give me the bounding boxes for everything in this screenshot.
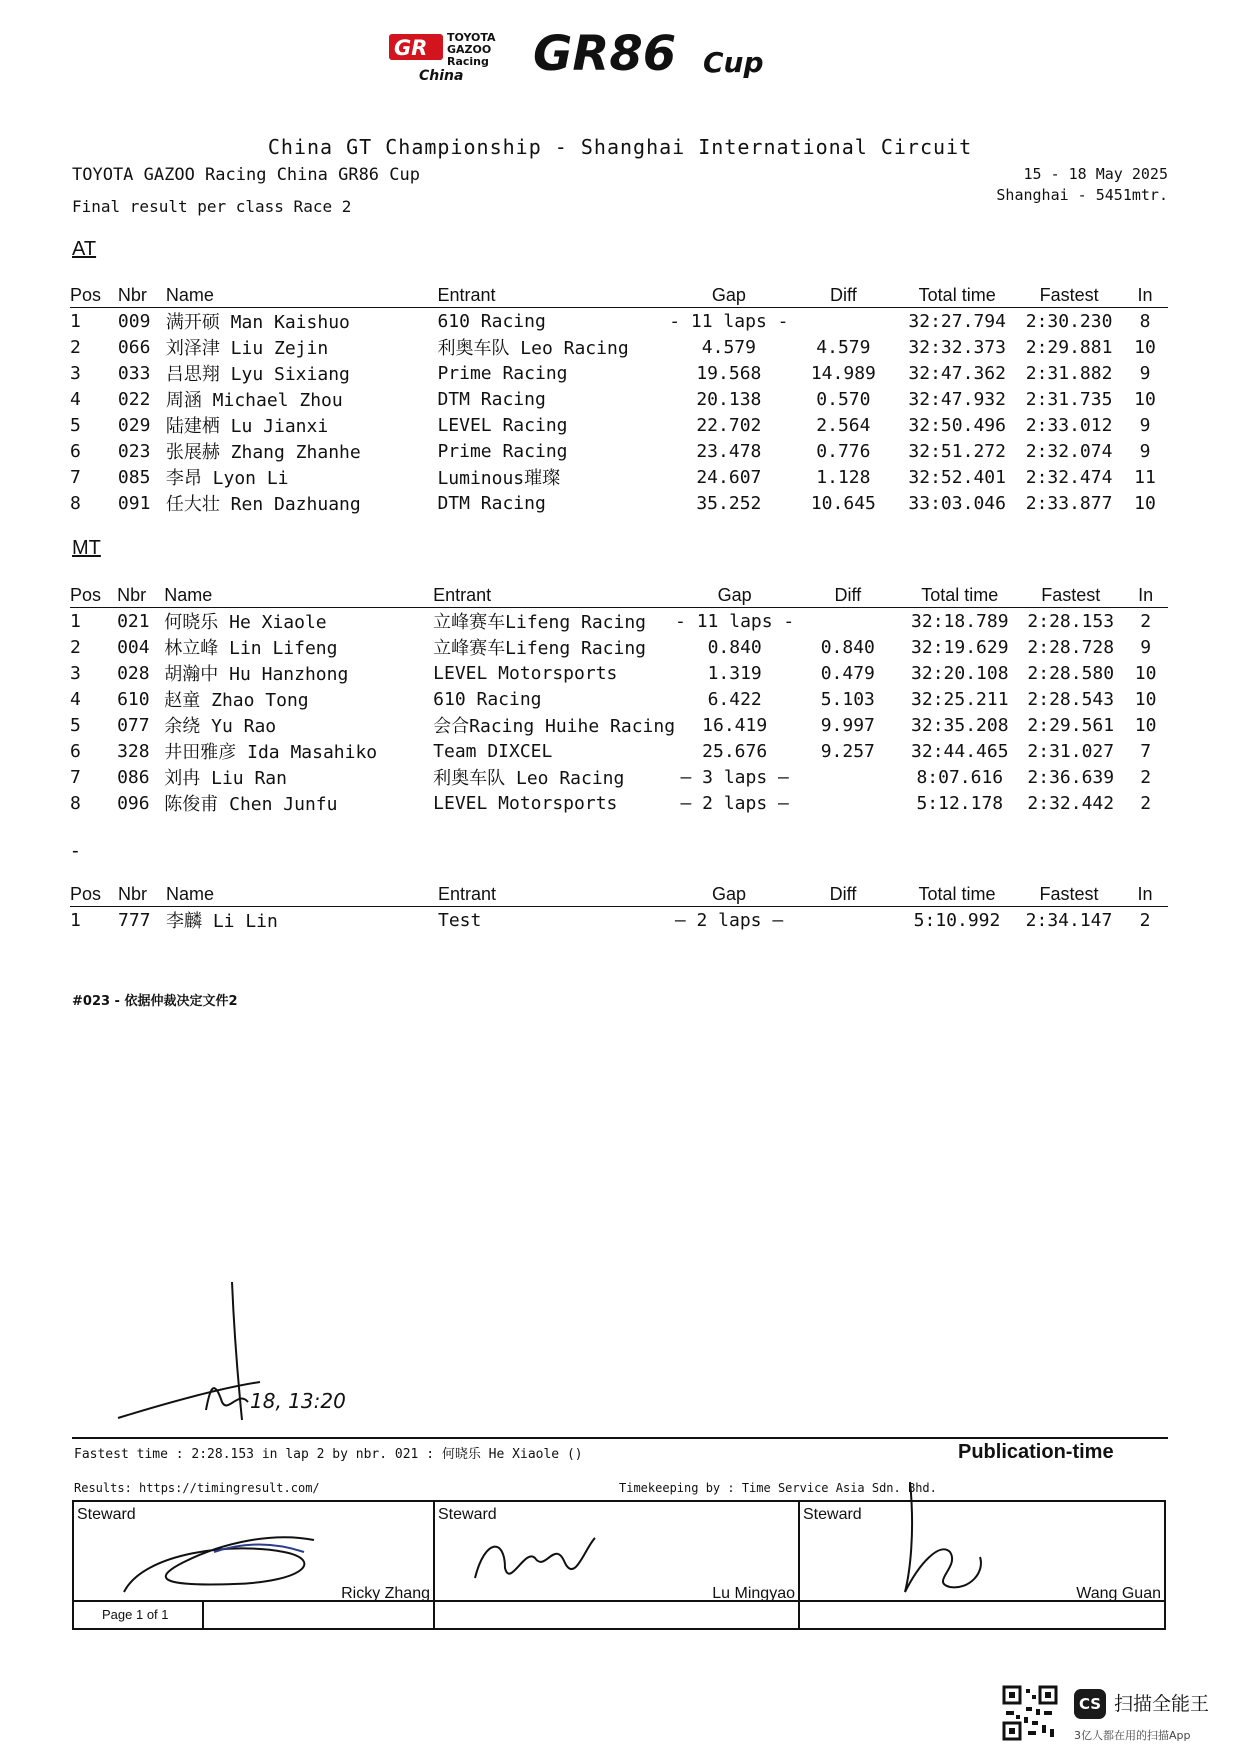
- cell-pos: 1: [70, 909, 81, 931]
- cell-entrant: 利奥车队 Leo Racing: [433, 768, 625, 789]
- cell-entrant: LEVEL Racing: [437, 414, 568, 436]
- cell-nbr: 091: [117, 492, 151, 514]
- cell-name: 林立峰 Lin Lifeng: [164, 638, 338, 659]
- handwritten-signature-time: [110, 1270, 450, 1430]
- cell-in: 9: [1139, 440, 1151, 462]
- cell-gap: 22.702: [696, 414, 762, 436]
- col-diff: Diff: [794, 583, 901, 608]
- cell-pos: 4: [70, 688, 81, 710]
- cell-entrant: DTM Racing: [437, 492, 546, 514]
- table-row: [70, 712, 1168, 738]
- cell-gap: 35.252: [696, 492, 762, 514]
- cell-name: 李麟 Li Lin: [166, 911, 278, 932]
- result-type: Final result per class Race 2: [72, 197, 352, 216]
- cell-name: 任大壮 Ren Dazhuang: [165, 494, 361, 515]
- table-header-row: [70, 882, 1168, 907]
- steward-label: Steward: [803, 1506, 862, 1523]
- cell-pos: 8: [70, 492, 81, 514]
- footer-divider: [72, 1437, 1168, 1439]
- cell-fastest: 2:28.543: [1027, 688, 1115, 710]
- scanner-app-subtitle: 3亿人都在用的扫描App: [1074, 1729, 1191, 1742]
- col-entrant: Entrant: [438, 882, 670, 907]
- cell-total: 32:18.789: [911, 610, 1009, 632]
- cell-pos: 5: [70, 714, 81, 736]
- col-name: Name: [166, 283, 438, 308]
- col-nbr: Nbr: [118, 283, 166, 308]
- table-row: [70, 660, 1168, 686]
- cell-total: 32:44.465: [911, 740, 1009, 762]
- cell-entrant: 立峰赛车Lifeng Racing: [433, 612, 647, 633]
- cell-name: 何晓乐 He Xiaole: [164, 612, 327, 633]
- class-heading-at: AT: [72, 238, 97, 260]
- cell-fastest: 2:34.147: [1025, 909, 1113, 931]
- cell-gap: 19.568: [696, 362, 762, 384]
- cell-gap: 0.840: [707, 636, 762, 658]
- cell-nbr: 096: [117, 792, 150, 814]
- cell-name: 胡瀚中 Hu Hanzhong: [164, 664, 349, 685]
- cell-fastest: 2:29.561: [1027, 714, 1115, 736]
- cell-total: 32:52.401: [908, 466, 1006, 488]
- steward-name: Lu Mingyao: [712, 1585, 795, 1602]
- steward-signature-2: [465, 1518, 615, 1598]
- cell-entrant: DTM Racing: [437, 388, 546, 410]
- table-row: [70, 686, 1168, 712]
- col-entrant: Entrant: [433, 583, 675, 608]
- table-row: [70, 334, 1168, 360]
- publication-time-label: Publication-time: [958, 1441, 1114, 1463]
- table-row: [70, 608, 1168, 635]
- col-fastest: Fastest: [1016, 283, 1122, 308]
- cell-total: 32:50.496: [908, 414, 1006, 436]
- cell-pos: 5: [70, 414, 81, 436]
- cell-fastest: 2:29.881: [1025, 336, 1113, 358]
- cell-diff: 9.257: [820, 740, 875, 762]
- handwritten-time: 18, 13:20: [250, 1389, 346, 1413]
- cell-pos: 4: [70, 388, 81, 410]
- cell-entrant: 610 Racing: [433, 688, 542, 710]
- col-pos: Pos: [70, 283, 118, 308]
- event-venue: Shanghai - 5451mtr.: [996, 186, 1168, 204]
- col-in: In: [1122, 283, 1168, 308]
- cell-fastest: 2:36.639: [1027, 766, 1115, 788]
- cell-nbr: 085: [117, 466, 151, 488]
- cell-diff: [794, 608, 901, 635]
- cell-in: 10: [1134, 388, 1156, 410]
- cell-nbr: 021: [117, 610, 150, 632]
- logo-brand-2: GAZOO: [447, 43, 492, 56]
- cell-pos: 3: [70, 662, 81, 684]
- event-title: China GT Championship - Shanghai International Circuit: [267, 135, 973, 159]
- cell-diff: [794, 764, 901, 790]
- cell-fastest: 2:33.877: [1025, 492, 1113, 514]
- cell-diff: 2.564: [816, 414, 871, 436]
- cell-pos: 1: [70, 610, 81, 632]
- cell-diff: [788, 907, 898, 934]
- cell-pos: 8: [70, 792, 81, 814]
- cell-entrant: Team DIXCEL: [433, 740, 553, 762]
- cell-name: 吕思翔 Lyu Sixiang: [165, 364, 350, 385]
- cell-in: 9: [1139, 362, 1151, 384]
- col-nbr: Nbr: [117, 583, 164, 608]
- cell-total: 32:19.629: [911, 636, 1009, 658]
- col-gap: Gap: [669, 283, 788, 308]
- cell-total: 32:35.208: [911, 714, 1009, 736]
- col-pos: Pos: [70, 882, 118, 907]
- steward-signature-box: [72, 1500, 1166, 1630]
- cell-total: 32:25.211: [911, 688, 1009, 710]
- steward-name: Wang Guan: [1076, 1585, 1161, 1602]
- col-in: In: [1123, 583, 1168, 608]
- cell-total: 33:03.046: [908, 492, 1006, 514]
- steward-name: Ricky Zhang: [341, 1585, 430, 1602]
- class-heading-mt: MT: [72, 537, 101, 559]
- cell-entrant: Prime Racing: [437, 440, 568, 462]
- col-total-time: Total time: [898, 882, 1016, 907]
- table-row: [70, 790, 1168, 816]
- cell-pos: 3: [70, 362, 81, 384]
- cell-fastest: 2:33.012: [1025, 414, 1113, 436]
- cell-gap: 4.579: [701, 336, 756, 358]
- cell-name: 张展赫 Zhang Zhanhe: [165, 442, 361, 463]
- cell-fastest: 2:31.027: [1027, 740, 1115, 762]
- series-title: TOYOTA GAZOO Racing China GR86 Cup: [72, 165, 420, 185]
- cell-diff: 1.128: [816, 466, 871, 488]
- table-row: [70, 490, 1168, 516]
- cell-diff: 0.776: [816, 440, 871, 462]
- cell-diff: 0.570: [816, 388, 871, 410]
- logo-brand-3: Racing: [447, 55, 489, 68]
- table-row: [70, 738, 1168, 764]
- cell-in: 11: [1134, 466, 1156, 488]
- logo-suffix: Cup: [703, 46, 764, 79]
- col-total-time: Total time: [901, 583, 1018, 608]
- cell-fastest: 2:28.153: [1027, 610, 1115, 632]
- cell-pos: 7: [70, 466, 81, 488]
- cell-name: 余绕 Yu Rao: [164, 716, 277, 737]
- scanner-app-title: 扫描全能王: [1114, 1693, 1210, 1715]
- page-row: [74, 1600, 1164, 1630]
- page-indicator: Page 1 of 1: [74, 1602, 204, 1628]
- cell-gap: 24.607: [696, 466, 762, 488]
- cell-fastest: 2:32.074: [1025, 440, 1113, 462]
- cell-total: 32:32.373: [908, 336, 1006, 358]
- cell-gap: - 11 laps -: [675, 610, 795, 632]
- cell-fastest: 2:30.230: [1025, 310, 1113, 332]
- event-date: 15 - 18 May 2025: [1023, 165, 1168, 183]
- cell-nbr: 028: [117, 662, 150, 684]
- logo-brand-1: TOYOTA: [447, 31, 496, 44]
- col-entrant: Entrant: [437, 283, 669, 308]
- col-name: Name: [166, 882, 438, 907]
- cell-in: 9: [1140, 636, 1152, 658]
- cell-diff: [794, 790, 901, 816]
- table-row: [70, 464, 1168, 490]
- cell-nbr: 023: [117, 440, 151, 462]
- cell-in: 2: [1140, 610, 1152, 632]
- cell-nbr: 033: [117, 362, 151, 384]
- cell-nbr: 610: [117, 688, 150, 710]
- cell-total: 32:47.362: [908, 362, 1006, 384]
- cell-entrant: Luminous璀璨: [437, 468, 561, 489]
- cell-gap: 20.138: [696, 388, 762, 410]
- cell-diff: 10.645: [810, 492, 876, 514]
- cell-fastest: 2:28.580: [1027, 662, 1115, 684]
- cell-gap: - 11 laps -: [669, 310, 789, 332]
- cell-nbr: 004: [117, 636, 150, 658]
- cell-diff: [788, 308, 898, 335]
- cell-name: 陈俊甫 Chen Junfu: [164, 794, 338, 815]
- cell-name: 刘冉 Liu Ran: [164, 768, 287, 789]
- table-row: [70, 412, 1168, 438]
- cell-gap: 1.319: [707, 662, 762, 684]
- cell-diff: 4.579: [816, 336, 871, 358]
- table-row: [70, 360, 1168, 386]
- cell-pos: 7: [70, 766, 81, 788]
- cell-nbr: 022: [117, 388, 151, 410]
- cell-total: 32:27.794: [908, 310, 1006, 332]
- col-nbr: Nbr: [118, 882, 166, 907]
- scanner-app-badge: [1002, 1685, 1222, 1747]
- results-url[interactable]: Results: https://timingresult.com/: [74, 1481, 320, 1495]
- cell-in: 10: [1134, 688, 1157, 710]
- col-gap: Gap: [670, 882, 788, 907]
- cell-in: 7: [1140, 740, 1152, 762]
- cell-pos: 6: [70, 440, 81, 462]
- col-pos: Pos: [70, 583, 117, 608]
- col-name: Name: [164, 583, 433, 608]
- cell-in: 10: [1134, 714, 1157, 736]
- cell-total: 32:20.108: [911, 662, 1009, 684]
- cell-gap: 25.676: [702, 740, 768, 762]
- table-row: [70, 764, 1168, 790]
- col-in: In: [1122, 882, 1168, 907]
- cell-total: 5:10.992: [913, 909, 1001, 931]
- cell-in: 10: [1134, 492, 1156, 514]
- cell-entrant: 立峰赛车Lifeng Racing: [433, 638, 647, 659]
- col-diff: Diff: [788, 882, 898, 907]
- cell-nbr: 328: [117, 740, 150, 762]
- cell-gap: — 2 laps —: [674, 909, 784, 931]
- cell-nbr: 086: [117, 766, 150, 788]
- cell-diff: 0.840: [820, 636, 875, 658]
- cell-diff: 0.479: [820, 662, 875, 684]
- cell-gap: 16.419: [702, 714, 768, 736]
- col-total-time: Total time: [898, 283, 1016, 308]
- cell-entrant: 610 Racing: [437, 310, 546, 332]
- cell-diff: 9.997: [820, 714, 875, 736]
- cell-name: 周涵 Michael Zhou: [165, 390, 343, 411]
- table-header-row: [70, 583, 1168, 608]
- cell-pos: 2: [70, 336, 81, 358]
- col-diff: Diff: [788, 283, 898, 308]
- cell-in: 10: [1134, 662, 1157, 684]
- logo-series: GR86: [533, 26, 677, 82]
- table-row: [70, 634, 1168, 660]
- cell-entrant: Test: [438, 909, 482, 931]
- cell-fastest: 2:32.474: [1025, 466, 1113, 488]
- table-header-row: [70, 283, 1168, 308]
- cell-total: 5:12.178: [916, 792, 1004, 814]
- cell-diff: 5.103: [820, 688, 875, 710]
- cell-in: 2: [1140, 792, 1152, 814]
- cell-nbr: 009: [117, 310, 151, 332]
- cell-pos: 1: [70, 310, 81, 332]
- cell-fastest: 2:31.735: [1025, 388, 1113, 410]
- cell-in: 8: [1139, 310, 1151, 332]
- steward-label: Steward: [438, 1506, 497, 1523]
- cell-diff: 14.989: [810, 362, 876, 384]
- table-row: [70, 438, 1168, 464]
- cell-nbr: 066: [117, 336, 151, 358]
- cell-gap: 6.422: [707, 688, 762, 710]
- cell-name: 满开硕 Man Kaishuo: [165, 312, 350, 333]
- svg-text:GR: GR: [394, 36, 428, 60]
- logo-region: China: [419, 68, 464, 82]
- steward-label: Steward: [77, 1506, 136, 1523]
- cell-gap: — 2 laps —: [680, 792, 789, 814]
- col-gap: Gap: [675, 583, 794, 608]
- camscanner-logo-icon: CS: [1074, 1689, 1106, 1719]
- cell-name: 赵童 Zhao Tong: [164, 690, 309, 711]
- cell-entrant: Prime Racing: [437, 362, 568, 384]
- table-row: [70, 308, 1168, 335]
- cell-pos: 6: [70, 740, 81, 762]
- results-table-mt: [70, 583, 1168, 816]
- cell-pos: 2: [70, 636, 81, 658]
- table-row: [70, 907, 1168, 934]
- timekeeping-credit: Timekeeping by : Time Service Asia Sdn. Bhd.: [619, 1481, 937, 1495]
- cell-in: 2: [1140, 766, 1152, 788]
- cell-total: 8:07.616: [916, 766, 1004, 788]
- cell-fastest: 2:32.442: [1027, 792, 1115, 814]
- cell-nbr: 777: [118, 909, 151, 931]
- cell-entrant: 利奥车队 Leo Racing: [437, 338, 629, 359]
- cell-in: 2: [1139, 909, 1151, 931]
- qr-code-icon: [1002, 1685, 1058, 1741]
- cell-gap: 23.478: [696, 440, 762, 462]
- col-fastest: Fastest: [1018, 583, 1123, 608]
- protest-note: #023 - 依据仲裁决定文件2: [72, 994, 238, 1009]
- table-row: [70, 386, 1168, 412]
- cell-in: 9: [1139, 414, 1151, 436]
- cell-in: 10: [1134, 336, 1156, 358]
- gr-emblem: [389, 34, 443, 60]
- cell-total: 32:47.932: [908, 388, 1006, 410]
- cell-nbr: 029: [117, 414, 151, 436]
- fastest-time-line: Fastest time : 2:28.153 in lap 2 by nbr. 021 : 何晓乐 He Xiaole (): [74, 1447, 583, 1462]
- cell-name: 陆建栖 Lu Jianxi: [165, 416, 329, 437]
- cell-nbr: 077: [117, 714, 150, 736]
- cell-name: 刘泽津 Liu Zejin: [165, 338, 329, 359]
- cell-fastest: 2:28.728: [1027, 636, 1115, 658]
- cell-name: 李昂 Lyon Li: [165, 468, 289, 489]
- steward-signature-1: [114, 1512, 374, 1602]
- results-table-other: [70, 882, 1168, 933]
- steward-signature-3: [890, 1472, 1010, 1602]
- cell-entrant: 会合Racing Huihe Racing: [433, 716, 676, 737]
- results-table-at: [70, 283, 1168, 516]
- cell-name: 井田雅彦 Ida Masahiko: [164, 742, 378, 763]
- class-heading-other: -: [72, 840, 79, 862]
- cell-gap: — 3 laps —: [680, 766, 789, 788]
- col-fastest: Fastest: [1016, 882, 1122, 907]
- cell-fastest: 2:31.882: [1025, 362, 1113, 384]
- cell-entrant: LEVEL Motorsports: [433, 662, 618, 684]
- gr86-cup-logo: [383, 20, 853, 82]
- cell-total: 32:51.272: [908, 440, 1006, 462]
- cell-entrant: LEVEL Motorsports: [433, 792, 618, 814]
